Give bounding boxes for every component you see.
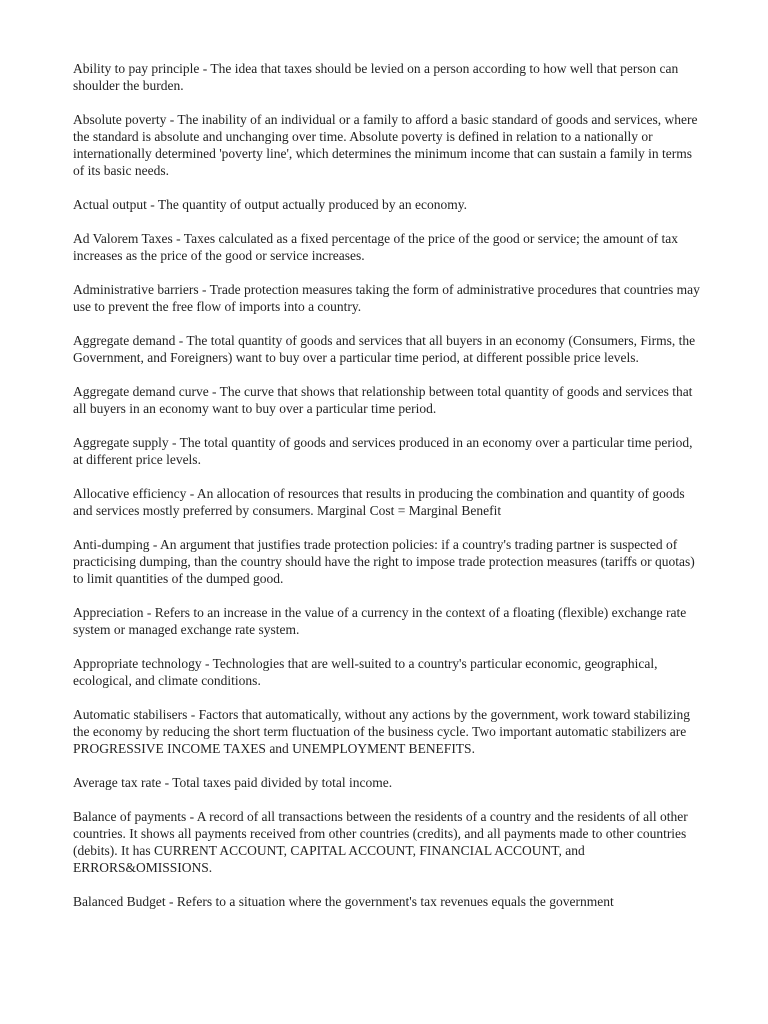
glossary-entry-balance-of-payments: Balance of payments - A record of all transactions between the residents of a country and the residents of all other countries. It shows all payments received from other countries (credits), and all payments made to other countries (debits). It has CURRENT ACCOUNT, CAPITAL ACCOUNT, FINANCIAL ACCOUNT, and ERRORS&OMISSIONS. — [73, 809, 688, 875]
document-page — [73, 60, 705, 1020]
glossary-entry-allocative-efficiency: Allocative efficiency - An allocation of resources that results in producing the combination and quantity of goods and services mostly preferred by consumers. Marginal Cost = Marginal Benefit — [73, 486, 685, 518]
glossary-entry-aggregate-demand: Aggregate demand - The total quantity of goods and services that all buyers in an economy (Consumers, Firms, the Government, and Foreigners) want to buy over a particular time period, at different possible price levels. — [73, 333, 696, 365]
glossary-entry-aggregate-supply: Aggregate supply - The total quantity of goods and services produced in an economy over a particular time period, at different price levels. — [73, 435, 693, 467]
glossary-entry-automatic-stabilisers: Automatic stabilisers - Factors that automatically, without any actions by the government, work toward stabilizing the economy by reducing the short term fluctuation of the business cycle. Two important automatic stabilizers are PROGRESSIVE INCOME TAXES and UNEMPLOYMENT BENEFITS. — [73, 707, 690, 756]
glossary-entry-appropriate-technology: Appropriate technology - Technologies that are well-suited to a country's particular economic, geographical, ecological, and climate conditions. — [73, 656, 658, 688]
glossary-entry-appreciation: Appreciation - Refers to an increase in the value of a currency in the context of a floating (flexible) exchange rate system or managed exchange rate system. — [73, 605, 687, 637]
glossary-entry-administrative-barriers: Administrative barriers - Trade protection measures taking the form of administrative procedures that countries may use to prevent the free flow of imports into a country. — [73, 282, 700, 314]
glossary-entry-absolute-poverty: Absolute poverty - The inability of an individual or a family to afford a basic standard of goods and services, where the standard is absolute and unchanging over time. Absolute poverty is defined in relation to a nationally or internationally determined 'poverty line', which determines the minimum income that can sustain a family in terms of its basic needs. — [73, 112, 698, 178]
glossary-entry-aggregate-demand-curve: Aggregate demand curve - The curve that shows that relationship between total quantity of goods and services that all buyers in an economy want to buy over a particular time period. — [73, 384, 693, 416]
glossary-entry-average-tax-rate: Average tax rate - Total taxes paid divided by total income. — [73, 775, 393, 790]
glossary-entry-anti-dumping: Anti-dumping - An argument that justifies trade protection policies: if a country's trading partner is suspected of practicising dumping, than the country should have the right to impose trade protection measures (tariffs or quotas) to limit quantities of the dumped good. — [73, 537, 695, 586]
glossary-entry-ad-valorem-taxes: Ad Valorem Taxes - Taxes calculated as a fixed percentage of the price of the good or service; the amount of tax increases as the price of the good or service increases. — [73, 231, 679, 263]
glossary-entry-ability-to-pay: Ability to pay principle - The idea that taxes should be levied on a person according to how well that person can shoulder the burden. — [73, 61, 679, 93]
glossary-entry-balanced-budget: Balanced Budget - Refers to a situation where the government's tax revenues equals the government — [73, 894, 614, 909]
glossary-entry-actual-output: Actual output - The quantity of output actually produced by an economy. — [73, 197, 468, 212]
